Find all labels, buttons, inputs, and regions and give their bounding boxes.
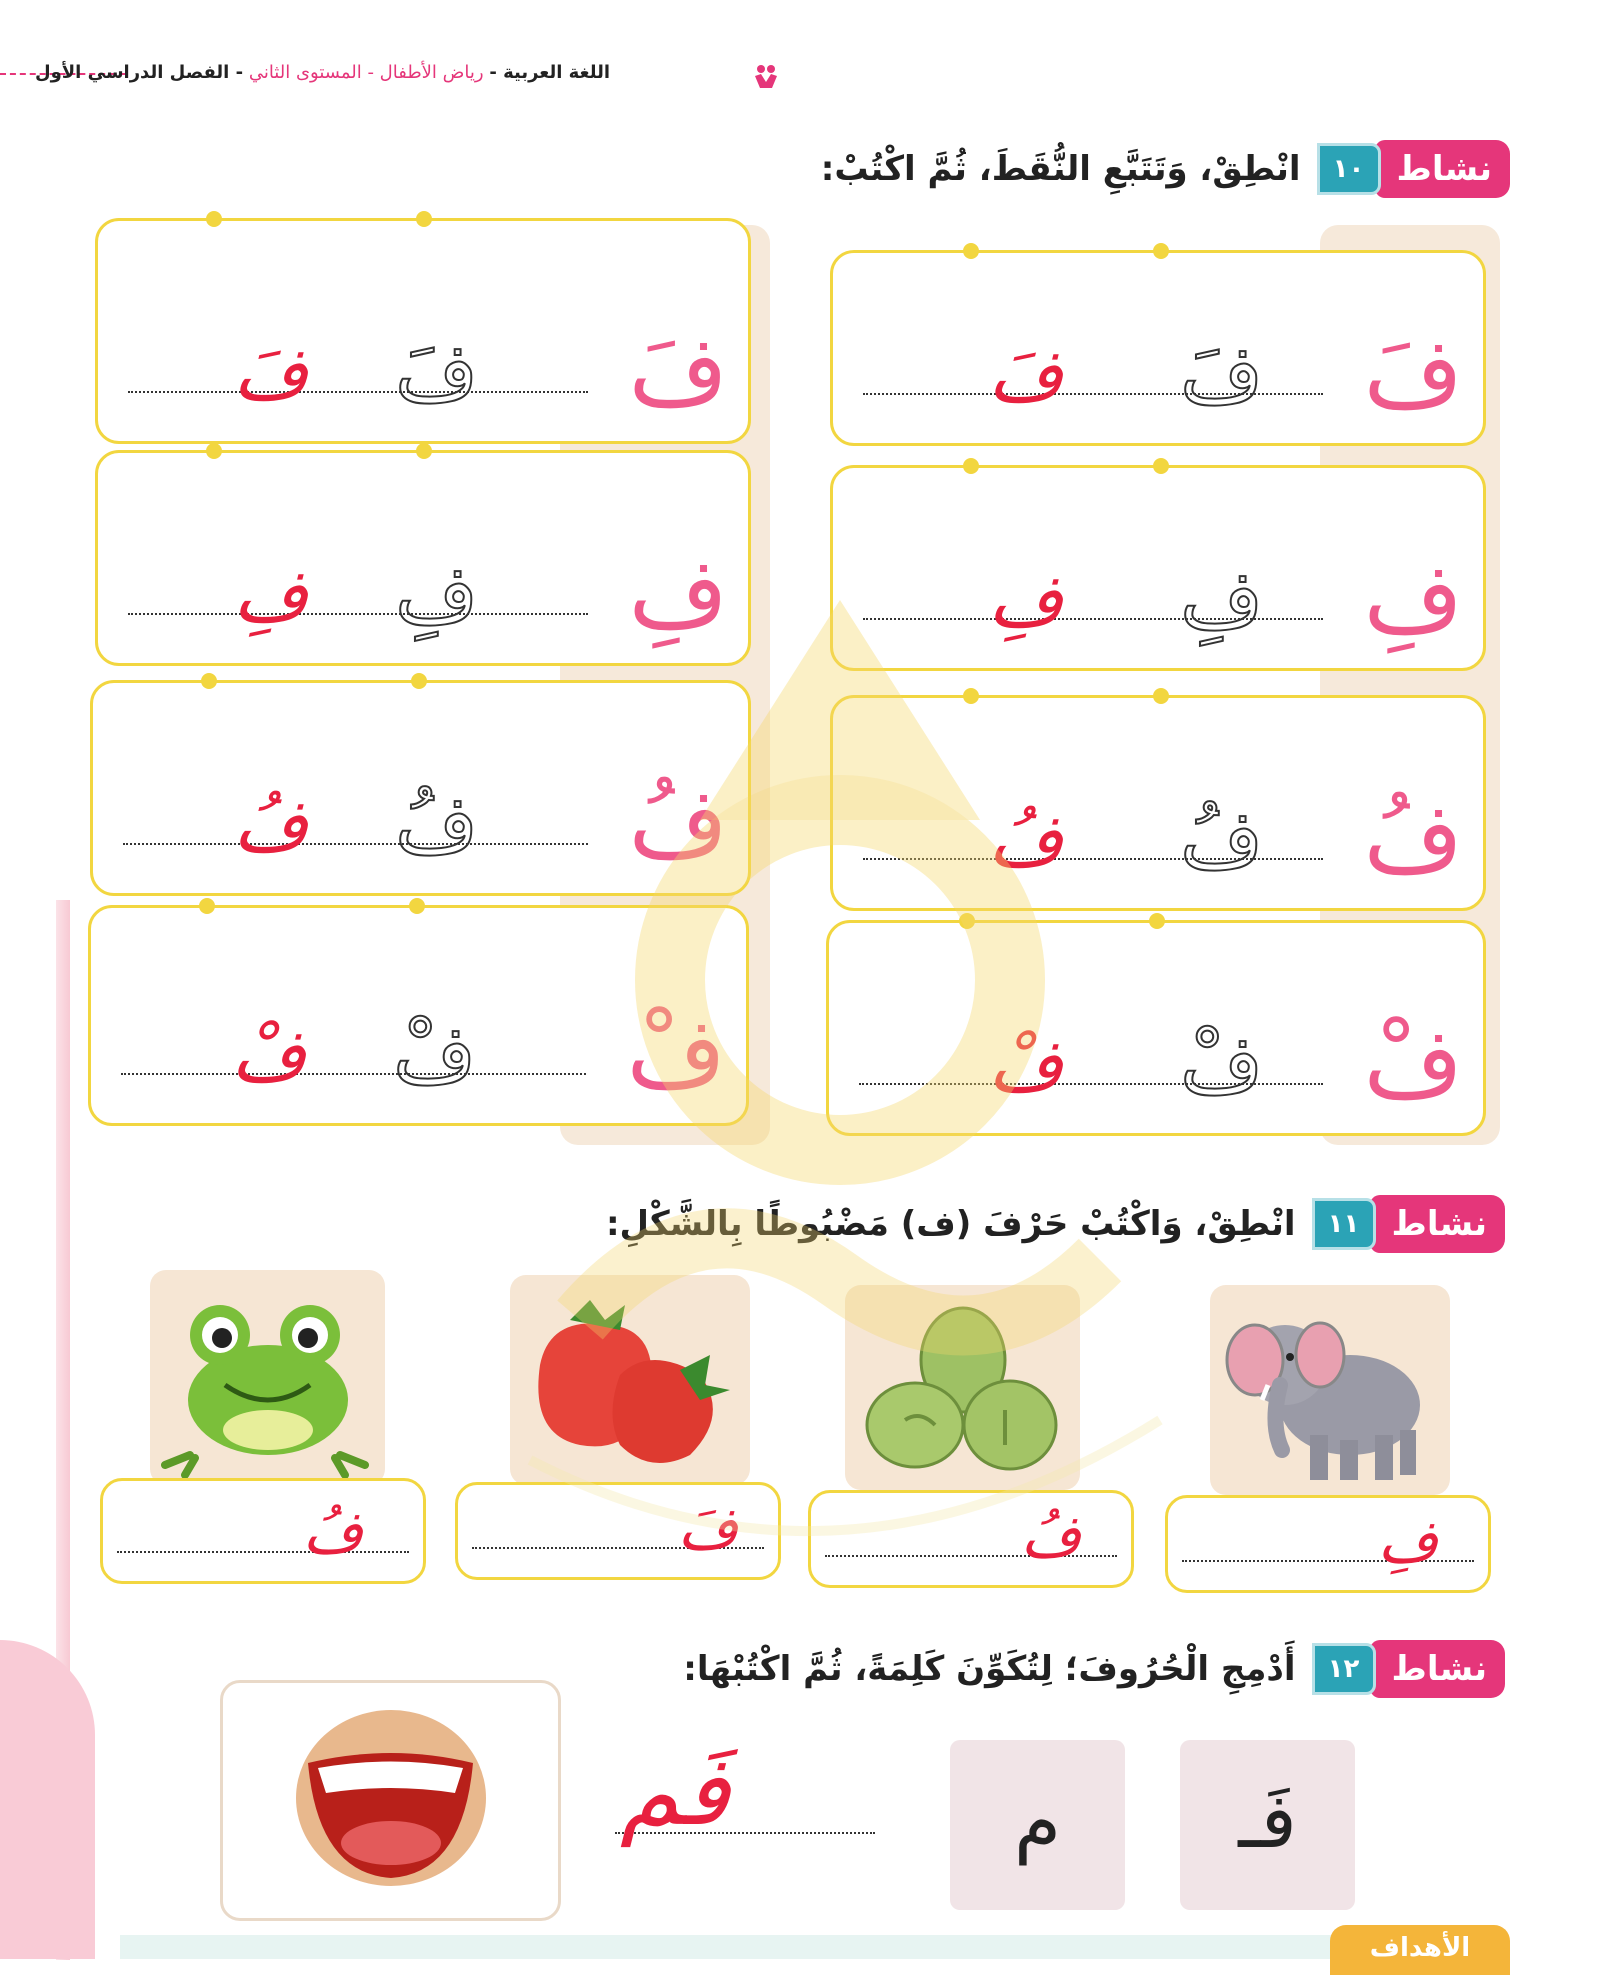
frog-picture bbox=[150, 1270, 385, 1485]
activity-badge: نشاط bbox=[1370, 1195, 1505, 1253]
model-letter: فَ bbox=[628, 315, 728, 427]
header-semester: - الفصل الدراسي الأول bbox=[34, 62, 244, 83]
header-subject: اللغة العربية - bbox=[489, 62, 610, 83]
model-letter: فْ bbox=[626, 997, 726, 1109]
mouth-icon bbox=[223, 1683, 558, 1918]
writing-line bbox=[123, 843, 588, 845]
handwritten-letter: فَ bbox=[233, 331, 308, 415]
fava-beans-picture bbox=[845, 1285, 1080, 1490]
trace-card-left-1[interactable] bbox=[95, 218, 751, 444]
writing-line bbox=[128, 391, 588, 393]
card-dot bbox=[416, 211, 432, 227]
handwritten-word: فَم bbox=[620, 1735, 730, 1847]
trace-card-left-2[interactable] bbox=[95, 450, 751, 666]
card-dot bbox=[201, 673, 217, 689]
goals-tab: الأهداف bbox=[1330, 1925, 1510, 1975]
trace-card-right-2[interactable] bbox=[830, 465, 1486, 671]
trace-card-right-3[interactable] bbox=[830, 695, 1486, 911]
card-dot bbox=[963, 458, 979, 474]
writing-line bbox=[128, 613, 588, 615]
handwritten-answer: فُ bbox=[302, 1498, 363, 1566]
trace-letter: فِ bbox=[395, 548, 478, 641]
puzzle-piece-right bbox=[1180, 1740, 1355, 1910]
card-dot bbox=[1153, 688, 1169, 704]
trace-letter: فِ bbox=[1180, 553, 1263, 646]
trace-letter: فَ bbox=[1180, 328, 1263, 421]
strawberry-picture bbox=[510, 1275, 750, 1485]
trace-card-right-1[interactable] bbox=[830, 250, 1486, 446]
card-dot bbox=[206, 211, 222, 227]
card-dot bbox=[206, 443, 222, 459]
card-dot bbox=[963, 688, 979, 704]
model-letter: فِ bbox=[1363, 542, 1463, 654]
handwritten-answer: فُ bbox=[1020, 1502, 1081, 1570]
activity-badge: نشاط bbox=[1370, 1640, 1505, 1698]
trace-card-left-3[interactable] bbox=[90, 680, 751, 896]
card-dot bbox=[199, 898, 215, 914]
handwritten-letter: فِ bbox=[233, 553, 308, 637]
card-dot bbox=[1153, 243, 1169, 259]
header-level: رياض الأطفال - المستوى الثاني bbox=[248, 62, 484, 83]
left-decor-blob bbox=[0, 1640, 95, 1959]
strawberry-icon bbox=[510, 1275, 750, 1485]
model-letter: فَ bbox=[1363, 317, 1463, 429]
answer-box-elephant[interactable] bbox=[1165, 1495, 1491, 1593]
activity-instruction: أَدْمِجِ الْحُرُوفَ؛ لِتُكَوِّنَ كَلِمَةً، ثُمَّ اكْتُبْهَا: bbox=[683, 1649, 1296, 1689]
elephant-picture bbox=[1210, 1285, 1450, 1495]
answer-box-strawberry[interactable] bbox=[455, 1482, 781, 1580]
activity-instruction: انْطِقْ، وَاكْتُبْ حَرْفَ (ف) مَضْبُوطًا بِالشَّكْلِ: bbox=[605, 1204, 1296, 1244]
trace-letter: فَ bbox=[395, 326, 478, 419]
handwritten-letter: فَ bbox=[988, 333, 1063, 417]
activity-badge: نشاط bbox=[1375, 140, 1510, 198]
trace-letter: فْ bbox=[393, 1008, 476, 1101]
card-dot bbox=[416, 443, 432, 459]
fava-beans-icon bbox=[845, 1285, 1080, 1490]
model-letter: فُ bbox=[628, 767, 728, 879]
card-dot bbox=[963, 243, 979, 259]
model-letter: فُ bbox=[1363, 782, 1463, 894]
activity-12-title bbox=[683, 1640, 1505, 1698]
frog-icon bbox=[150, 1270, 385, 1485]
handwritten-letter: فْ bbox=[988, 1023, 1063, 1107]
trace-card-right-4[interactable] bbox=[826, 920, 1486, 1136]
bottom-bar bbox=[120, 1935, 1500, 1959]
handwritten-answer: فَ bbox=[677, 1494, 738, 1562]
handwritten-letter: فُ bbox=[988, 798, 1063, 882]
card-dot bbox=[1153, 458, 1169, 474]
puzzle-letter: فَـ bbox=[1238, 1776, 1297, 1865]
model-letter: فْ bbox=[1363, 1007, 1463, 1119]
activity-number: ١١ bbox=[1312, 1198, 1376, 1250]
puzzle-letter: م bbox=[1013, 1776, 1062, 1865]
card-dot bbox=[409, 898, 425, 914]
activity-instruction: انْطِقْ، وَتَتَبَّعِ النُّقَطَ، ثُمَّ اكْتُبْ: bbox=[820, 149, 1301, 189]
handwritten-letter: فُ bbox=[233, 783, 308, 867]
elephant-icon bbox=[1210, 1285, 1450, 1495]
page-header bbox=[35, 62, 610, 83]
handwritten-answer: فِ bbox=[1377, 1507, 1438, 1575]
trace-letter: فْ bbox=[1180, 1018, 1263, 1111]
activity-number: ١٢ bbox=[1312, 1643, 1376, 1695]
activity-11-title bbox=[606, 1195, 1505, 1253]
activity-number: ١٠ bbox=[1317, 143, 1381, 195]
answer-box-beans[interactable] bbox=[808, 1490, 1134, 1588]
trace-letter: فُ bbox=[395, 778, 478, 871]
card-dot bbox=[959, 913, 975, 929]
writing-line bbox=[121, 1073, 586, 1075]
handwritten-letter: فْ bbox=[231, 1013, 306, 1097]
trace-card-left-4[interactable] bbox=[88, 905, 749, 1126]
mouth-picture bbox=[220, 1680, 561, 1921]
kids-logo-icon bbox=[752, 62, 780, 90]
card-dot bbox=[411, 673, 427, 689]
writing-line bbox=[117, 1551, 409, 1553]
puzzle-piece-left bbox=[950, 1740, 1125, 1910]
card-dot bbox=[1149, 913, 1165, 929]
model-letter: فِ bbox=[628, 537, 728, 649]
activity-10-title bbox=[821, 140, 1510, 198]
answer-box-frog[interactable] bbox=[100, 1478, 426, 1584]
handwritten-letter: فِ bbox=[988, 558, 1063, 642]
trace-letter: فُ bbox=[1180, 793, 1263, 886]
